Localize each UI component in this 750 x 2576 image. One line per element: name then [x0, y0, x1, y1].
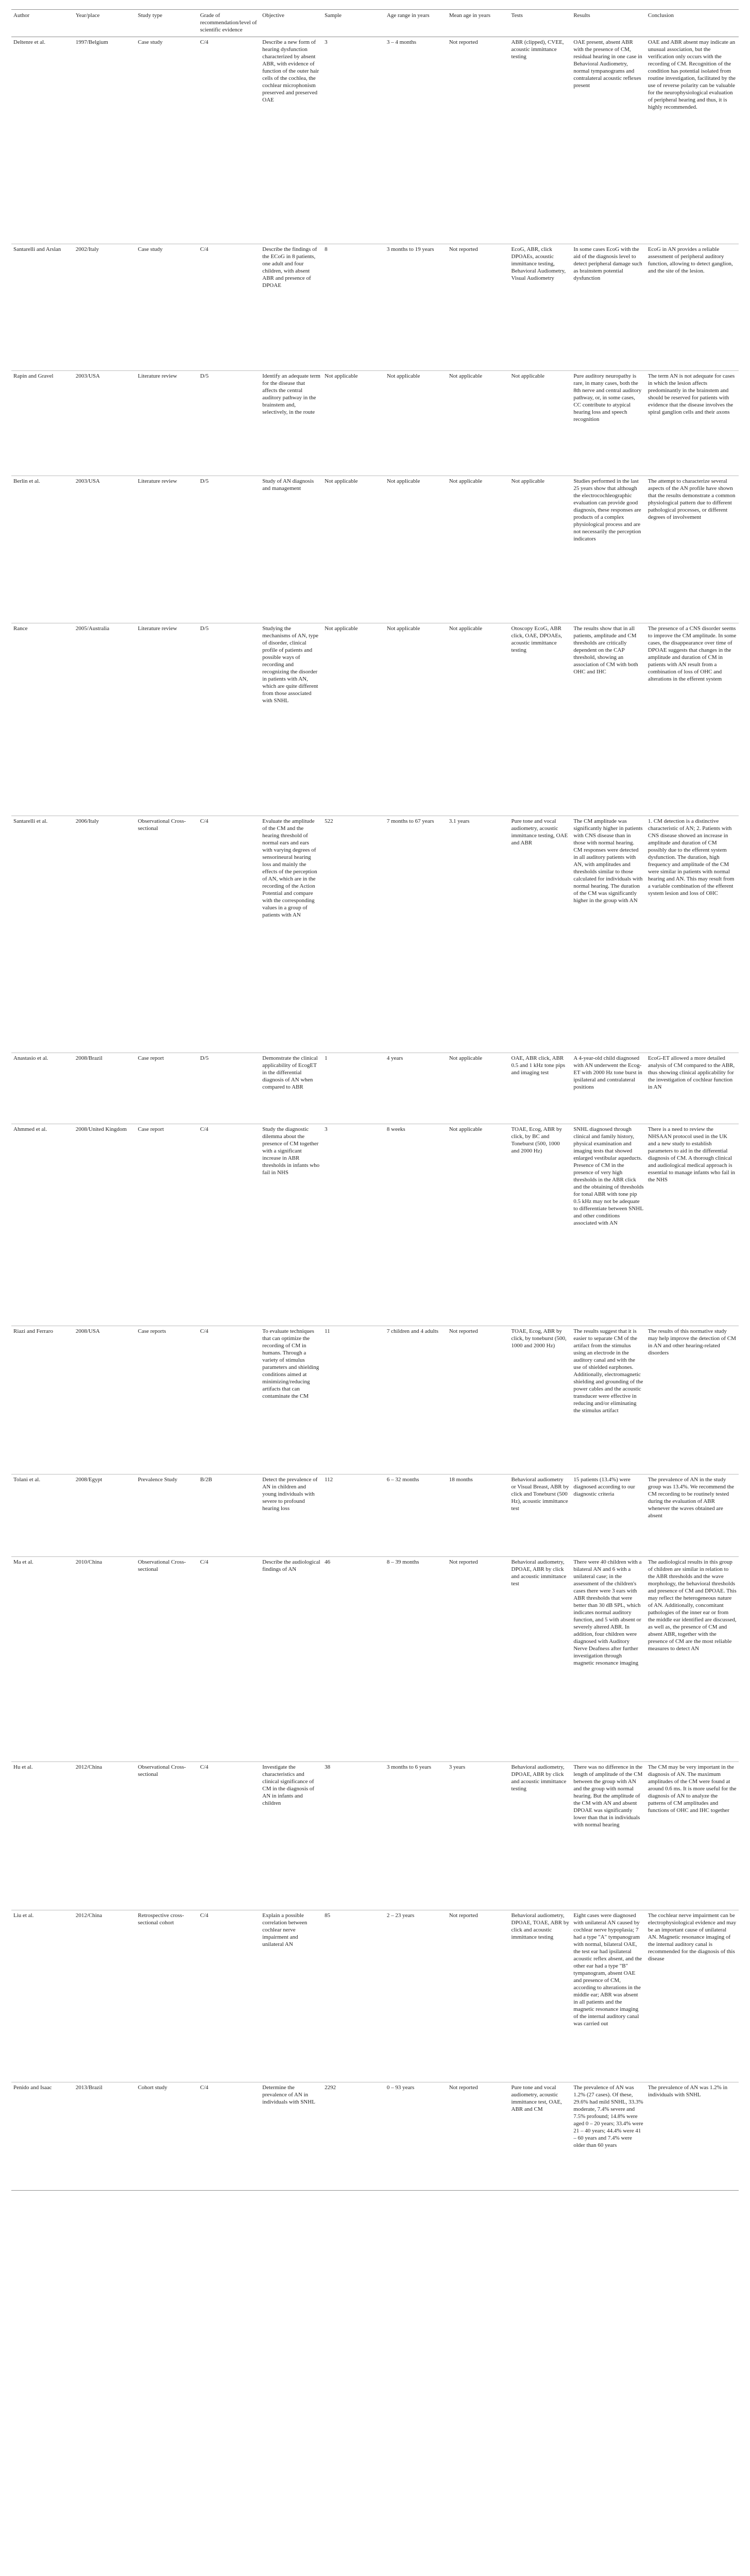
cell-results: OAE present, absent ABR with the presence of CM, residual hearing in one case in Behavioral Audiometry, normal tympanograms and contralateral acoustic reflexes present [571, 37, 646, 244]
cell-author: Rapin and Gravel [11, 371, 74, 476]
cell-objective: Describe a new form of hearing dysfunction characterized by absent ABR, with evidence of function of the outer hair cells of the cochlea, the cochlear microphonism preserved and preserved OAE [260, 37, 322, 244]
cell-author: Anastasio et al. [11, 1053, 74, 1124]
cell-conclusion: The attempt to characterize several aspects of the AN profile have shown that the results demonstrate a common physiological pattern due to different pathological processes, or different degrees of involvement [646, 476, 739, 623]
cell-year-place: 2008/Brazil [74, 1053, 136, 1124]
cell-author: Deltenre et al. [11, 37, 74, 244]
cell-sample: Not applicable [322, 371, 385, 476]
cell-tests: Otoscopy EcoG, ABR click, OAE, DPOAEs, acoustic immittance testing [509, 623, 572, 816]
cell-mean-age: Not applicable [447, 623, 509, 816]
cell-conclusion: There is a need to review the NHSAAN protocol used in the UK and a new study to establish parameters to aid in the differential diagnosis of CM. A thorough clinical and audiological medical approach is essential to manage infants who fail in the NHS [646, 1124, 739, 1326]
cell-author: Santarelli and Arslan [11, 244, 74, 371]
cell-objective: Describe the findings of the ECoG in 8 patients, one adult and four children, with absent ABR and presence of DPOAE [260, 244, 322, 371]
cell-study-type: Case study [136, 244, 198, 371]
cell-tests: TOAE, Ecog, ABR by click, by toneburst (500, 1000 and 2000 Hz) [509, 1326, 572, 1475]
cell-author: Liu et al. [11, 1910, 74, 2082]
table-row [11, 476, 739, 623]
cell-tests: EcoG, ABR, click DPOAEs, acoustic immittance testing, Behavioral Audiometry, Visual Audiometry [509, 244, 572, 371]
header-results: Results [571, 10, 646, 37]
cell-conclusion: The cochlear nerve impairment can be electrophysiological evidence and may be an important cause of unilateral AN. Magnetic resonance imaging of the internal auditory canal is recommended for the diagnosis of this disease [646, 1910, 739, 2082]
cell-study-type: Retrospective cross-sectional cohort [136, 1910, 198, 2082]
cell-results: The results suggest that it is easier to separate CM of the artifact from the stimulus using an electrode in the auditory canal and with the use of shielded earphones. Additionally, electromagnetic shielding and grounding of the power cables and the acoustic transducer were effective in reducing and/or eliminating the stimulus artifact [571, 1326, 646, 1475]
cell-mean-age: 3.1 years [447, 816, 509, 1053]
cell-results: In some cases EcoG with the aid of the diagnosis level to detect peripheral damage such as brainstem potential dysfunction [571, 244, 646, 371]
cell-conclusion: 1. CM detection is a distinctive characteristic of AN; 2. Patients with CNS disease showed an increase in amplitude and duration of CM possibly due to the efferent system dysfunction. The duration, high frequency and amplitude of the CM were similar in patients with normal hearing and AN. This may result from a variable combination of the efferent system lesion and loss of OHC [646, 816, 739, 1053]
cell-tests: Not applicable [509, 476, 572, 623]
cell-grade: D/5 [198, 1053, 260, 1124]
cell-sample: 522 [322, 816, 385, 1053]
cell-grade: C/4 [198, 1124, 260, 1326]
cell-age-range: 7 children and 4 adults [385, 1326, 447, 1475]
header-grade: Grade of recommendation/level of scientific evidence [198, 10, 260, 37]
cell-conclusion: OAE and ABR absent may indicate an unusual association, but the verification only occurs with the recording of CM. Recognition of the condition has potential isolated from routine investigation, facilitated by the use of reverse polarity can be valuable for the neurophysiological evaluation of peripheral hearing and thus, it is highly recommended. [646, 37, 739, 244]
cell-age-range: 0 – 93 years [385, 2082, 447, 2191]
cell-author: Ma et al. [11, 1557, 74, 1762]
cell-grade: D/5 [198, 476, 260, 623]
cell-results: SNHL diagnosed through clinical and family history, physical examination and imaging tests that showed enlarged vestibular aqueducts. Presence of CM in the presence of very high thresholds in the ABR click and the obtaining of thresholds for tonal ABR with tone pip 0.5 kHz may not be adequate to differentiate between SNHL and other conditions associated with AN [571, 1124, 646, 1326]
table-row [11, 1326, 739, 1475]
table-row [11, 37, 739, 244]
evidence-table [11, 9, 739, 2191]
cell-results: A 4-year-old child diagnosed with AN underwent the Ecog-ET with 2000 Hz tone burst in ipsilateral and contralateral positions [571, 1053, 646, 1124]
cell-grade: C/4 [198, 1557, 260, 1762]
cell-age-range: 2 – 23 years [385, 1910, 447, 2082]
cell-author: Hu et al. [11, 1762, 74, 1910]
cell-year-place: 2005/Australia [74, 623, 136, 816]
cell-sample: 46 [322, 1557, 385, 1762]
cell-objective: Demonstrate the clinical applicability of EcogET in the differential diagnosis of AN when compared to ABR [260, 1053, 322, 1124]
cell-sample: Not applicable [322, 476, 385, 623]
cell-sample: 1 [322, 1053, 385, 1124]
cell-tests: Pure tone and vocal audiometry, acoustic immittance testing, OAE and ABR [509, 816, 572, 1053]
cell-author: Tolani et al. [11, 1475, 74, 1557]
table-row [11, 371, 739, 476]
cell-results: The prevalence of AN was 1.2% (27 cases). Of these, 29.6% had mild SNHL, 33.3% moderate, 7.4% severe and 7.5% profound; 14.8% were aged 0 – 20 years; 33.4% were 21 – 40 years; 44.4% were 41 – 60 years and 7.4% were older than 60 years [571, 2082, 646, 2191]
cell-tests: Behavioral audiometry, DPOAE, TOAE, ABR by click and acoustic immittance testing [509, 1910, 572, 2082]
cell-year-place: 2012/China [74, 1762, 136, 1910]
cell-objective: Explain a possible correlation between cochlear nerve impairment and unilateral AN [260, 1910, 322, 2082]
table-row [11, 1557, 739, 1762]
cell-grade: C/4 [198, 37, 260, 244]
cell-study-type: Observational Cross-sectional [136, 816, 198, 1053]
cell-results: The results show that in all patients, amplitude and CM thresholds are critically dependent on the CAP threshold, showing an association of CM with both OHC and IHC [571, 623, 646, 816]
cell-grade: C/4 [198, 816, 260, 1053]
cell-age-range: Not applicable [385, 476, 447, 623]
cell-results: The CM amplitude was significantly higher in patients with CNS disease than in those with normal hearing. CM responses were detected in all auditory patients with AN, with amplitudes and thresholds similar to those calculated for individuals with normal hearing. The duration of the CM was significantly higher in the group with AN [571, 816, 646, 1053]
cell-author: Riazi and Ferraro [11, 1326, 74, 1475]
cell-results: There was no difference in the length of amplitude of the CM between the group with AN and the group with normal hearing. But the amplitude of the CM with AN and absent DPOAE was significantly lower than that in individuals with normal hearing [571, 1762, 646, 1910]
header-tests: Tests [509, 10, 572, 37]
cell-sample: 8 [322, 244, 385, 371]
cell-conclusion: EcoG-ET allowed a more detailed analysis of CM compared to the ABR, thus showing clinical applicability for the investigation of cochlear function in AN [646, 1053, 739, 1124]
cell-tests: Behavioral audiometry or Visual Breast, ABR by click and Toneburst (500 Hz), acoustic immittance test [509, 1475, 572, 1557]
header-conclusion: Conclusion [646, 10, 739, 37]
cell-conclusion: The CM may be very important in the diagnosis of AN. The maximum amplitudes of the CM were found at around 0.6 ms. It is more useful for the diagnosis of AN to analyze the patterns of CM amplitudes and functions of OHC and IHC together [646, 1762, 739, 1910]
cell-results: Eight cases were diagnosed with unilateral AN caused by cochlear nerve hypoplasia; 7 had a type "A" tympanogram with normal, bilateral OAE, the test ear had ipsilateral acoustic reflex absent, and the other ear had a type "B" tympanogram, absent OAE and presence of CM, according to alterations in the middle ear; ABR was absent in all patients and the magnetic resonance imaging of the internal auditory canal was carried out [571, 1910, 646, 2082]
cell-year-place: 2008/USA [74, 1326, 136, 1475]
table-row [11, 1053, 739, 1124]
cell-age-range: Not applicable [385, 371, 447, 476]
cell-age-range: 3 – 4 months [385, 37, 447, 244]
cell-tests: ABR (clipped), CVEE, acoustic immittance testing [509, 37, 572, 244]
cell-objective: To evaluate techniques that can optimize the recording of CM in humans. Through a variety of stimulus parameters and shielding conditions aimed at minimizing/reducing artifacts that can contaminate the CM [260, 1326, 322, 1475]
header-mean-age: Mean age in years [447, 10, 509, 37]
cell-age-range: 7 months to 67 years [385, 816, 447, 1053]
table-row [11, 623, 739, 816]
header-objective: Objective [260, 10, 322, 37]
cell-sample: 2292 [322, 2082, 385, 2191]
cell-study-type: Literature review [136, 476, 198, 623]
cell-conclusion: EcoG in AN provides a reliable assessment of peripheral auditory function, allowing to detect ganglion, and the site of the lesion. [646, 244, 739, 371]
cell-study-type: Observational Cross-sectional [136, 1762, 198, 1910]
cell-year-place: 2008/United Kingdom [74, 1124, 136, 1326]
cell-tests: Behavioral audiometry, DPOAE, ABR by click and acoustic immittance testing [509, 1762, 572, 1910]
cell-year-place: 2010/China [74, 1557, 136, 1762]
cell-study-type: Case report [136, 1124, 198, 1326]
cell-study-type: Cohort study [136, 2082, 198, 2191]
cell-conclusion: The prevalence of AN was 1.2% in individuals with SNHL [646, 2082, 739, 2191]
cell-objective: Evaluate the amplitude of the CM and the hearing threshold of normal ears and ears with varying degrees of sensorineural hearing loss and mainly the effects of the perception of AN, which are in the recording of the Action Potential and compare with the corresponding values in a group of patients with AN [260, 816, 322, 1053]
cell-author: Ahmmed et al. [11, 1124, 74, 1326]
cell-grade: C/4 [198, 1910, 260, 2082]
cell-objective: Study of AN diagnosis and management [260, 476, 322, 623]
table-header [11, 10, 739, 37]
cell-author: Rance [11, 623, 74, 816]
cell-results: Pure auditory neuropathy is rare, in many cases, both the 8th nerve and central auditory pathway, or, in some cases, CC contribute to atypical hearing loss and speech recognition [571, 371, 646, 476]
cell-mean-age: 18 months [447, 1475, 509, 1557]
cell-age-range: 8 weeks [385, 1124, 447, 1326]
cell-sample: 38 [322, 1762, 385, 1910]
cell-mean-age: Not reported [447, 1557, 509, 1762]
header-sample: Sample [322, 10, 385, 37]
cell-mean-age: Not applicable [447, 476, 509, 623]
cell-grade: D/5 [198, 623, 260, 816]
cell-age-range: 3 months to 19 years [385, 244, 447, 371]
cell-mean-age: Not applicable [447, 1053, 509, 1124]
cell-conclusion: The audiological results in this group of children are similar in relation to the ABR thresholds and the wave morphology, the behavioral thresholds and presence of CM and DPOAE. This may reflect the heterogeneous nature of AN. Additionally, concomitant pathologies of the inner ear or from the middle ear identified are discussed, as well as, the presence of CM and absent ABR, together with the presence of CM are the most reliable measures to detect AN [646, 1557, 739, 1762]
table-row [11, 1475, 739, 1557]
header-row [11, 10, 739, 37]
table-row [11, 1124, 739, 1326]
cell-grade: C/4 [198, 2082, 260, 2191]
cell-mean-age: 3 years [447, 1762, 509, 1910]
cell-conclusion: The presence of a CNS disorder seems to improve the CM amplitude. In some cases, the disappearance over time of DPOAE suggests that changes in the amplitude and duration of CM in patients with AN result from a combination of loss of OHC and alterations in the efferent system [646, 623, 739, 816]
cell-tests: Not applicable [509, 371, 572, 476]
cell-study-type: Prevalence Study [136, 1475, 198, 1557]
table-row [11, 1762, 739, 1910]
header-study-type: Study type [136, 10, 198, 37]
cell-tests: Behavioral audiometry, DPOAE, ABR by click and acoustic immittance test [509, 1557, 572, 1762]
cell-sample: 11 [322, 1326, 385, 1475]
cell-author: Berlin et al. [11, 476, 74, 623]
cell-mean-age: Not reported [447, 2082, 509, 2191]
cell-study-type: Case reports [136, 1326, 198, 1475]
cell-tests: Pure tone and vocal audiometry, acoustic immittance test, OAE, ABR and CM [509, 2082, 572, 2191]
cell-objective: Describe the audiological findings of AN [260, 1557, 322, 1762]
cell-conclusion: The results of this normative study may help improve the detection of CM in AN and other hearing-related disorders [646, 1326, 739, 1475]
cell-objective: Detect the prevalence of AN in children and young individuals with severe to profound hearing loss [260, 1475, 322, 1557]
cell-sample: 85 [322, 1910, 385, 2082]
cell-sample: Not applicable [322, 623, 385, 816]
cell-study-type: Case study [136, 37, 198, 244]
header-author: Author [11, 10, 74, 37]
cell-year-place: 1997/Belgium [74, 37, 136, 244]
cell-mean-age: Not reported [447, 37, 509, 244]
cell-year-place: 2003/USA [74, 476, 136, 623]
cell-objective: Study the diagnostic dilemma about the presence of CM together with a significant increase in ABR thresholds in infants who fail in NHS [260, 1124, 322, 1326]
table-row [11, 816, 739, 1053]
cell-tests: OAE, ABR click, ABR 0.5 and 1 kHz tone pips and imaging test [509, 1053, 572, 1124]
cell-study-type: Literature review [136, 371, 198, 476]
cell-age-range: 6 – 32 months [385, 1475, 447, 1557]
cell-mean-age: Not reported [447, 1910, 509, 2082]
cell-grade: C/4 [198, 1762, 260, 1910]
cell-age-range: 8 – 39 months [385, 1557, 447, 1762]
table-row [11, 244, 739, 371]
header-year-place: Year/place [74, 10, 136, 37]
cell-study-type: Observational Cross-sectional [136, 1557, 198, 1762]
cell-sample: 3 [322, 1124, 385, 1326]
cell-grade: C/4 [198, 1326, 260, 1475]
cell-conclusion: The term AN is not adequate for cases in which the lesion affects predominantly in the brainstem and should be reserved for patients with evidence that the disease involves the spiral ganglion cells and their axons [646, 371, 739, 476]
cell-sample: 3 [322, 37, 385, 244]
cell-study-type: Case report [136, 1053, 198, 1124]
cell-mean-age: Not applicable [447, 371, 509, 476]
cell-sample: 112 [322, 1475, 385, 1557]
header-age-range: Age range in years [385, 10, 447, 37]
cell-mean-age: Not applicable [447, 1124, 509, 1326]
cell-objective: Determine the prevalence of AN in individuals with SNHL [260, 2082, 322, 2191]
cell-age-range: 4 years [385, 1053, 447, 1124]
cell-tests: TOAE, Ecog, ABR by click, by BC and Toneburst (500, 1000 and 2000 Hz) [509, 1124, 572, 1326]
table-body [11, 37, 739, 2191]
cell-objective: Identify an adequate term for the disease that affects the central auditory pathway in the brainstem and, selectively, in the route [260, 371, 322, 476]
cell-year-place: 2012/China [74, 1910, 136, 2082]
cell-age-range: Not applicable [385, 623, 447, 816]
cell-results: Studies performed in the last 25 years show that although the electrocochleographic evaluation can provide good diagnosis, these responses are products of a complex physiological process and are not necessarily the perception indicators [571, 476, 646, 623]
cell-year-place: 2008/Egypt [74, 1475, 136, 1557]
cell-grade: C/4 [198, 244, 260, 371]
cell-year-place: 2013/Brazil [74, 2082, 136, 2191]
cell-age-range: 3 months to 6 years [385, 1762, 447, 1910]
cell-objective: Investigate the characteristics and clinical significance of CM in the diagnosis of AN in infants and children [260, 1762, 322, 1910]
table-row [11, 2082, 739, 2191]
cell-grade: B/2B [198, 1475, 260, 1557]
cell-author: Santarelli et al. [11, 816, 74, 1053]
cell-year-place: 2002/Italy [74, 244, 136, 371]
cell-grade: D/5 [198, 371, 260, 476]
cell-conclusion: The prevalence of AN in the study group was 13.4%. We recommend the CM recording to be routinely tested during the evaluation of ABR whenever the waves obtained are absent [646, 1475, 739, 1557]
cell-study-type: Literature review [136, 623, 198, 816]
cell-results: There were 40 children with a bilateral AN and 6 with a unilateral case; in the assessment of the children's cases there were 3 ears with ABR thresholds that were better than 30 dB SPL, which indicates normal auditory function, and 5 with absent or severely altered ABR. In addition, four children were diagnosed with Auditory Nerve Deafness after further investigation through magnetic resonance imaging [571, 1557, 646, 1762]
cell-objective: Studying the mechanisms of AN, type of disorder, clinical profile of patients and possible ways of recording and recognizing the disorder in patients with AN, which are quite different from those associated with SNHL [260, 623, 322, 816]
cell-author: Penido and Isaac [11, 2082, 74, 2191]
cell-results: 15 patients (13.4%) were diagnosed according to our diagnostic criteria [571, 1475, 646, 1557]
cell-year-place: 2003/USA [74, 371, 136, 476]
cell-mean-age: Not reported [447, 1326, 509, 1475]
cell-year-place: 2006/Italy [74, 816, 136, 1053]
table-row [11, 1910, 739, 2082]
cell-mean-age: Not reported [447, 244, 509, 371]
